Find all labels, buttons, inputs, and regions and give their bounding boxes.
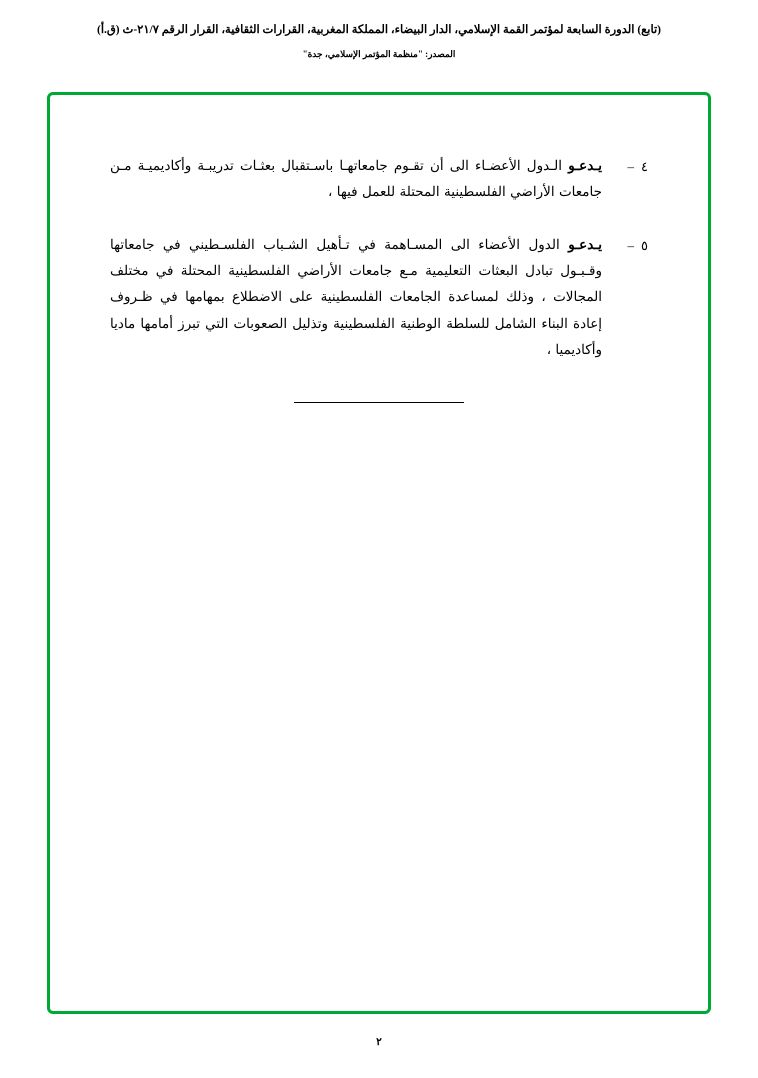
clause-text: الـدول الأعضـاء الى أن تقـوم جامعاتهـا باسـتقبال بعثـات تدريبـة وأكاديميـة مـن جامعات الأراضي الفلسطينية المحتلة للعمل فيها ، (110, 158, 602, 200)
clause-dash: – (627, 237, 635, 253)
list-item (110, 153, 648, 206)
section-divider-wrap (110, 393, 648, 411)
clause-marker (602, 232, 648, 258)
clause-number: ٥ (641, 237, 648, 253)
clause-lead-word: يـدعـو (568, 158, 602, 173)
page-footer (0, 1036, 758, 1048)
clause-lead-word: يـدعـو (568, 236, 602, 252)
page-header (0, 22, 758, 60)
clause-number: ٤ (641, 159, 648, 174)
content-frame (47, 92, 711, 1014)
clause-list (110, 153, 648, 411)
clause-body (110, 232, 602, 364)
clause-marker (602, 153, 648, 179)
clause-dash: – (627, 159, 635, 174)
page-number: ٢ (376, 1037, 382, 1048)
header-title: (تابع) الدورة السابعة لمؤتمر القمة الإسلامي، الدار البيضاء، المملكة المغربية، القرارات الثقافية، القرار الرقم ٢١/٧-ث (ق.أ) (96, 24, 662, 36)
list-item (110, 232, 648, 364)
section-divider (294, 402, 464, 403)
header-source: المصدر: "منظمة المؤتمر الإسلامي، جدة" (302, 49, 456, 60)
clause-text: الدول الأعضاء الى المسـاهمة في تـأهيل الشـباب الفلسـطيني في جامعاتها وقـبـول تبادل البعثات التعليمية مـع جامعات الأراضي الفلسطينية المحتلة في مختلف المجالات ، وذلك لمساعدة الجامعات الفلسطينية على الاضطلاع بمهامها في ظـروف إعادة البناء الشامل للسلطة الوطنية الفلسطينية وتذليل الصعوبات التي تبرز أمامها ماديا وأكاديميا ، (110, 236, 602, 357)
clause-body (110, 153, 602, 206)
